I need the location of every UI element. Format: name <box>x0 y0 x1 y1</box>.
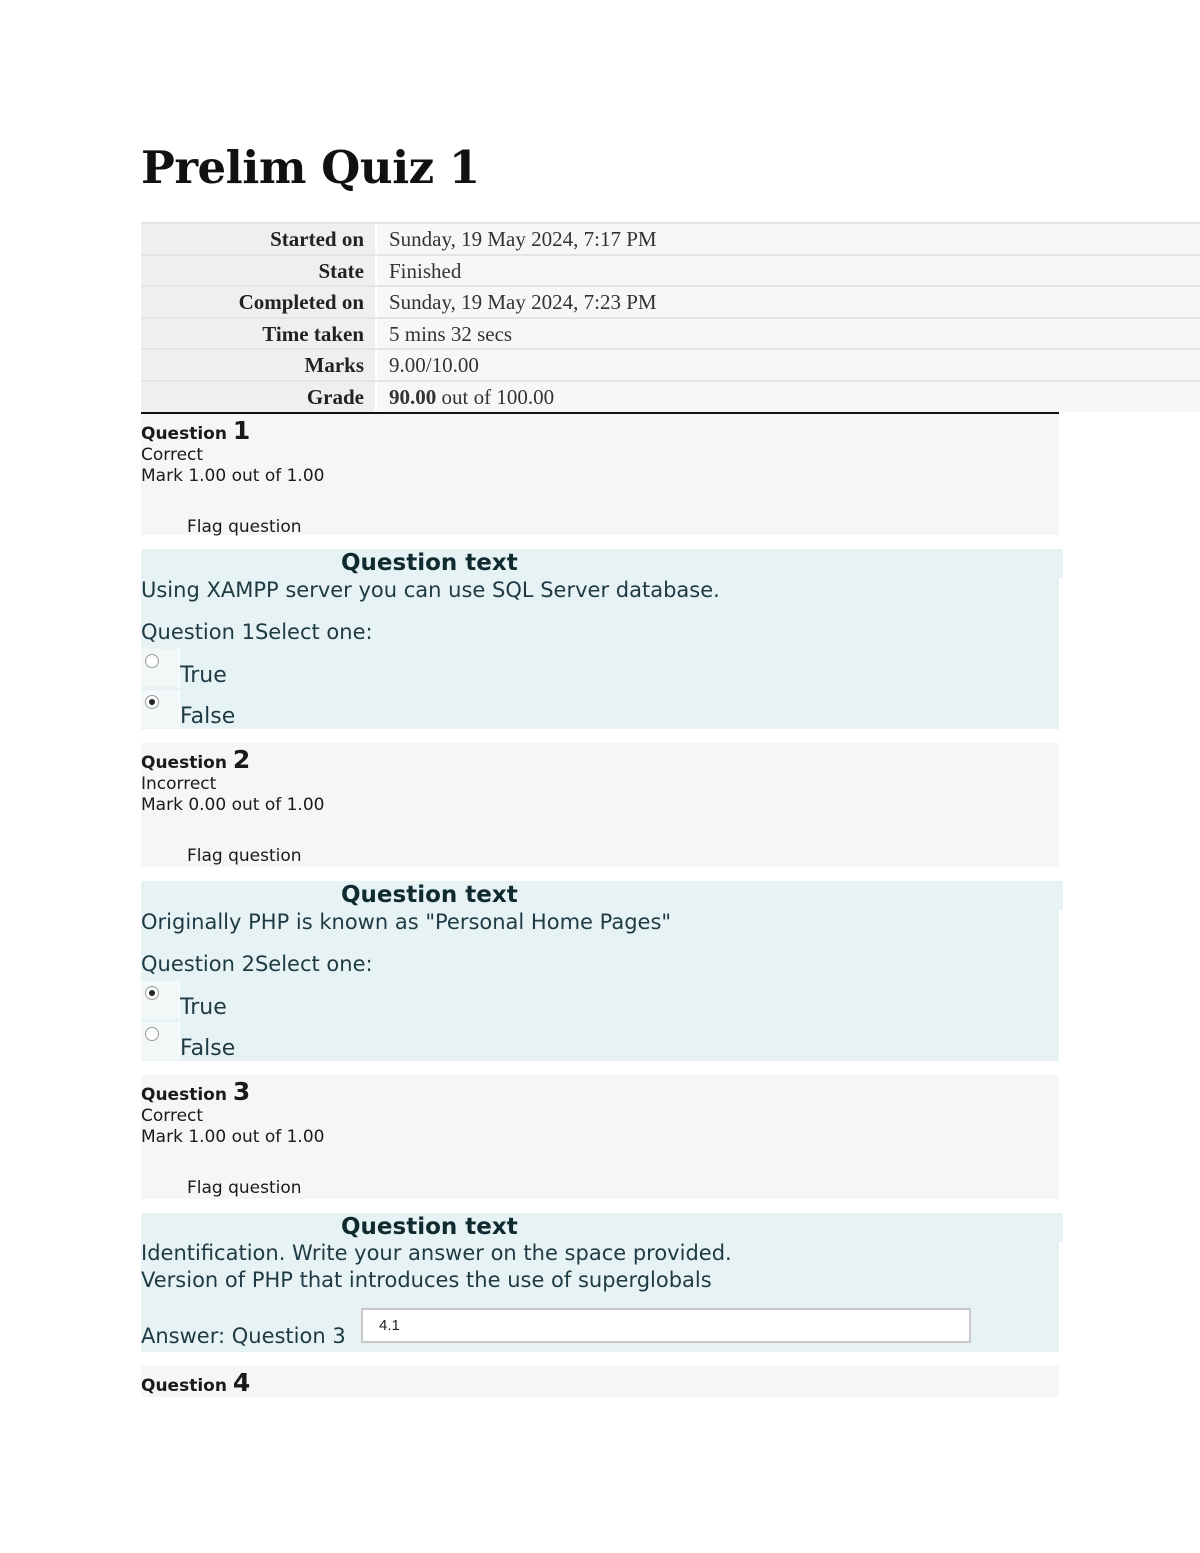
question-number: 4 <box>232 1368 251 1397</box>
question-text-header: Question text <box>340 881 1063 910</box>
summary-value: 5 mins 32 secs <box>375 319 1200 349</box>
grade-score: 90.00 <box>389 384 437 409</box>
question-content-1 <box>141 549 1059 729</box>
question-text-header: Question text <box>340 1213 1063 1242</box>
radio-cell <box>141 649 180 687</box>
radio-button-selected[interactable] <box>145 986 159 1000</box>
summary-row-started <box>141 222 1200 254</box>
answer-label: Answer: Question 3 <box>141 1324 346 1348</box>
question-mark: Mark 1.00 out of 1.00 <box>141 466 325 486</box>
question-text: Originally PHP is known as "Personal Home Pages" <box>141 910 672 934</box>
option-label[interactable]: True <box>180 663 227 688</box>
summary-row-marks <box>141 348 1200 380</box>
question-heading: Question 3 <box>141 1077 251 1106</box>
question-info-3 <box>141 1075 1059 1199</box>
option-label[interactable]: True <box>180 995 227 1020</box>
summary-label: Time taken <box>141 319 375 349</box>
question-heading: Question 4 <box>141 1368 251 1397</box>
radio-button[interactable] <box>145 654 159 668</box>
summary-label: Marks <box>141 350 375 380</box>
question-text-line1: Identification. Write your answer on the space provided. <box>141 1241 732 1265</box>
summary-value: Sunday, 19 May 2024, 7:17 PM <box>375 224 1200 254</box>
question-text-line2: Version of PHP that introduces the use of superglobals <box>141 1268 712 1292</box>
question-state: Incorrect <box>141 774 217 794</box>
question-number: 2 <box>232 745 251 774</box>
question-mark: Mark 0.00 out of 1.00 <box>141 795 325 815</box>
page-title: Prelim Quiz 1 <box>141 141 480 194</box>
question-mark: Mark 1.00 out of 1.00 <box>141 1127 325 1147</box>
radio-cell <box>141 981 180 1019</box>
summary-label: Completed on <box>141 287 375 317</box>
question-content-2 <box>141 881 1059 1061</box>
question-number: 1 <box>232 416 251 445</box>
grade-out-of: out of 100.00 <box>436 384 555 409</box>
answer-input[interactable]: 4.1 <box>361 1308 971 1343</box>
question-state: Correct <box>141 445 204 465</box>
summary-value <box>375 382 1200 412</box>
question-heading: Question 2 <box>141 745 251 774</box>
flag-question-link[interactable]: Flag question <box>187 517 302 537</box>
question-info-1 <box>141 414 1059 535</box>
question-text: Using XAMPP server you can use SQL Server database. <box>141 578 720 602</box>
radio-button[interactable] <box>145 1027 159 1041</box>
summary-label: State <box>141 256 375 286</box>
summary-value: Sunday, 19 May 2024, 7:23 PM <box>375 287 1200 317</box>
radio-button-selected[interactable] <box>145 695 159 709</box>
select-one-prompt: Question 1Select one: <box>141 620 373 644</box>
question-state: Correct <box>141 1106 204 1126</box>
summary-row-time-taken <box>141 317 1200 349</box>
question-content-3 <box>141 1213 1059 1352</box>
flag-question-link[interactable]: Flag question <box>187 846 302 866</box>
summary-label: Started on <box>141 224 375 254</box>
question-info-2 <box>141 743 1059 867</box>
question-text-header: Question text <box>340 549 1063 578</box>
summary-label: Grade <box>141 382 375 412</box>
question-number: 3 <box>232 1077 251 1106</box>
summary-row-state <box>141 254 1200 286</box>
question-info-4 <box>141 1366 1059 1397</box>
summary-value: Finished <box>375 256 1200 286</box>
summary-row-grade <box>141 380 1200 412</box>
flag-question-link[interactable]: Flag question <box>187 1178 302 1198</box>
attempt-summary-table <box>141 222 1200 414</box>
select-one-prompt: Question 2Select one: <box>141 952 373 976</box>
option-label[interactable]: False <box>180 1036 236 1061</box>
summary-value: 9.00/10.00 <box>375 350 1200 380</box>
option-label[interactable]: False <box>180 704 236 729</box>
radio-cell <box>141 690 180 728</box>
summary-row-completed <box>141 285 1200 317</box>
radio-cell <box>141 1022 180 1060</box>
question-heading: Question 1 <box>141 416 251 445</box>
